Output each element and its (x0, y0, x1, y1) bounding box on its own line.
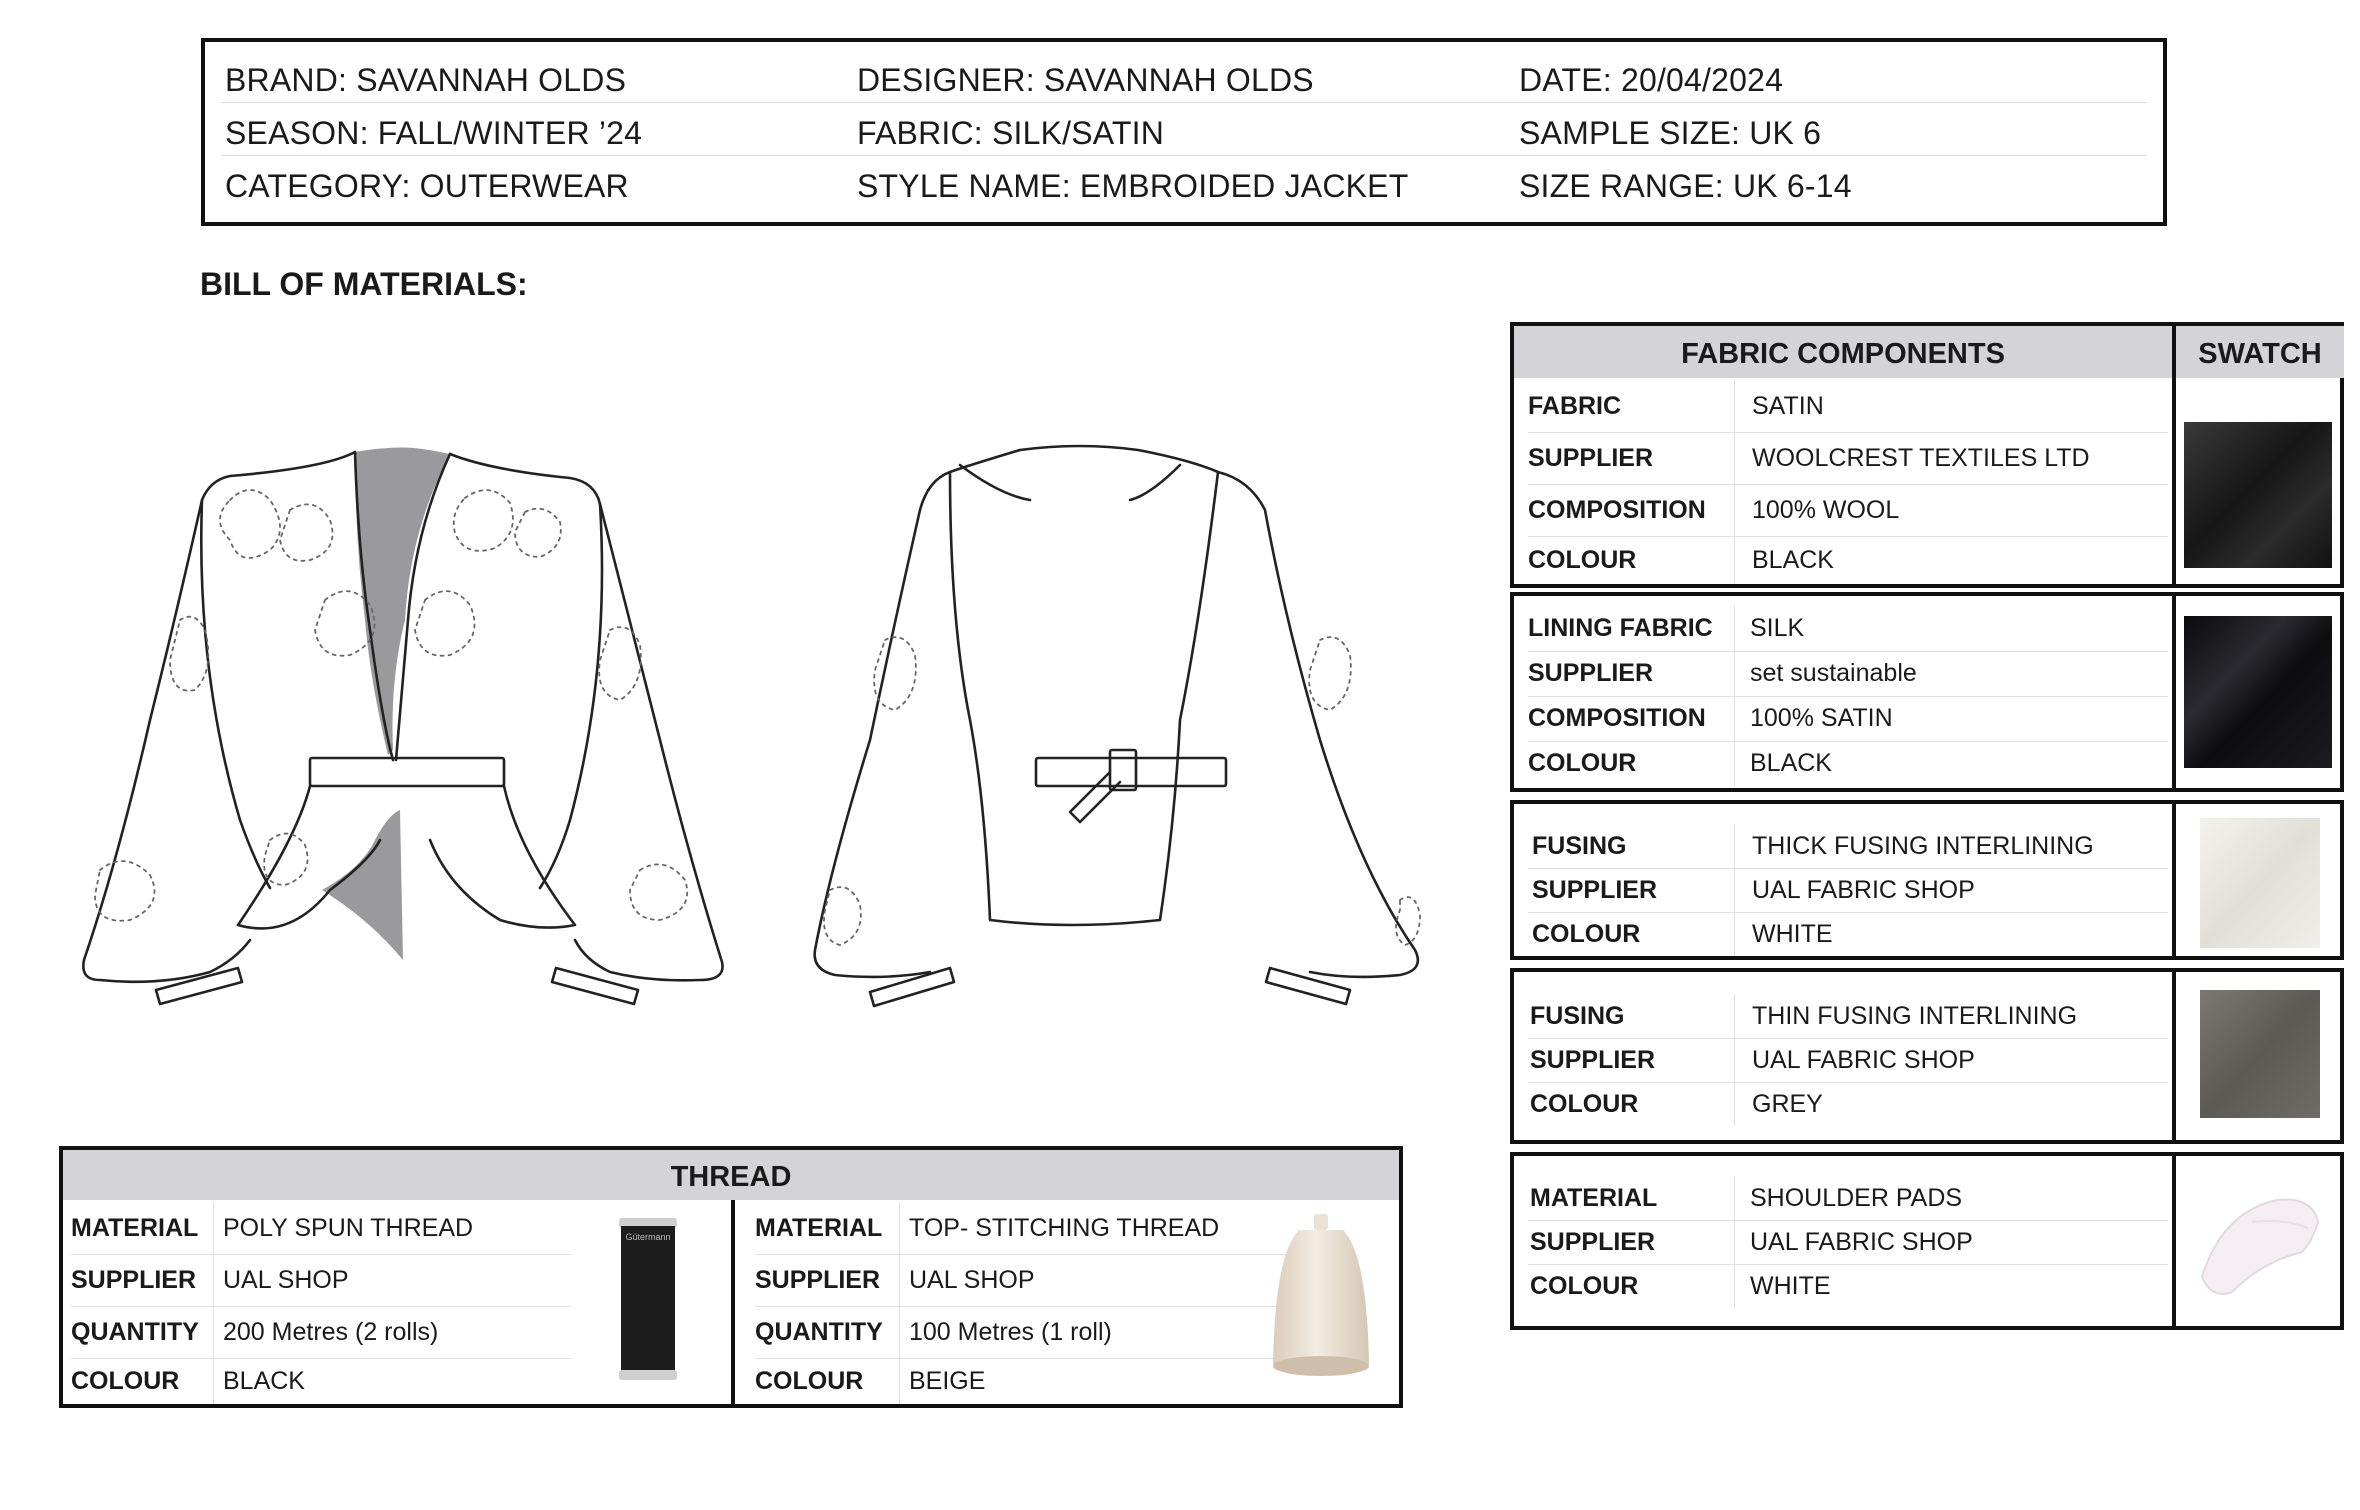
row-separator (1734, 536, 1735, 584)
front-view-sketch (83, 448, 722, 1005)
fabric-field: FABRIC: SILK/SATIN (857, 115, 1165, 151)
row-value: POLY SPUN THREAD (223, 1213, 474, 1242)
thread-row (755, 1358, 1315, 1404)
row-label: MATERIAL (755, 1213, 883, 1242)
bom-row (1528, 484, 2168, 537)
row-separator (1734, 1176, 1735, 1220)
spool-brand-label: Gütermann (625, 1232, 671, 1242)
row-value: THICK FUSING INTERLINING (1752, 831, 2094, 860)
row-separator (1734, 696, 1735, 741)
season-field: SEASON: FALL/WINTER ’24 (225, 115, 643, 151)
row-value: BEIGE (909, 1366, 986, 1395)
row-label: MATERIAL (71, 1213, 199, 1242)
date-field: DATE: 20/04/2024 (1519, 62, 1784, 98)
sample-size-field: SAMPLE SIZE: UK 6 (1519, 115, 1822, 151)
row-label: SUPPLIER (1532, 875, 1658, 904)
swatch-divider (2172, 326, 2176, 584)
row-value: TOP- STITCHING THREAD (909, 1213, 1220, 1242)
row-label: SUPPLIER (1528, 659, 1654, 687)
bom-row (1528, 1264, 2168, 1308)
brand-field: BRAND: SAVANNAH OLDS (225, 62, 627, 98)
row-label: SUPPLIER (755, 1265, 881, 1294)
row-separator (1734, 484, 1735, 536)
row-value: SATIN (1752, 391, 1824, 420)
thread-row (71, 1306, 571, 1359)
row-separator (1734, 824, 1735, 868)
size-range-field: SIZE RANGE: UK 6-14 (1519, 168, 1852, 204)
row-value: UAL FABRIC SHOP (1750, 1227, 1973, 1256)
black-thread-spool-image (603, 1216, 693, 1384)
header-row-3 (221, 156, 2147, 208)
fabric-components-title: FABRIC COMPONENTS (1514, 326, 2172, 378)
bom-row (1528, 651, 2168, 697)
row-separator (899, 1202, 900, 1254)
header-row-1 (221, 50, 2147, 103)
row-label: LINING FABRIC (1528, 614, 1713, 642)
row-value: UAL SHOP (909, 1265, 1035, 1294)
row-label: COLOUR (71, 1366, 180, 1395)
row-separator (1734, 741, 1735, 786)
row-value: set sustainable (1750, 659, 1917, 687)
row-label: SUPPLIER (1528, 443, 1654, 472)
row-separator (899, 1358, 900, 1404)
row-separator (1734, 912, 1735, 956)
row-label: FABRIC (1528, 391, 1622, 420)
swatch-divider (2172, 972, 2176, 1140)
silk-swatch (2184, 616, 2332, 768)
bom-row (1528, 912, 2168, 956)
row-label: COLOUR (1532, 919, 1641, 948)
thread-row (755, 1254, 1315, 1307)
row-value: SHOULDER PADS (1750, 1183, 1963, 1212)
row-label: QUANTITY (755, 1317, 883, 1346)
spec-header (201, 38, 2167, 226)
swatch-divider (2172, 1156, 2176, 1326)
row-label: COMPOSITION (1528, 704, 1706, 732)
row-label: COLOUR (1528, 749, 1637, 777)
row-value: THIN FUSING INTERLINING (1752, 1001, 2078, 1030)
thread-row (755, 1202, 1315, 1255)
bom-row (1528, 824, 2168, 869)
row-label: MATERIAL (1530, 1183, 1658, 1212)
fabric-components-group-4 (1510, 968, 2344, 1144)
row-value: SILK (1750, 614, 1805, 642)
beige-thread-cone-image (1271, 1214, 1371, 1384)
section-title: BILL OF MATERIALS: (200, 266, 528, 302)
row-separator (1734, 1038, 1735, 1082)
row-separator (1734, 994, 1735, 1038)
designer-field: DESIGNER: SAVANNAH OLDS (857, 62, 1314, 98)
row-separator (1734, 651, 1735, 696)
thread-row (755, 1306, 1315, 1359)
fabric-components-group-1 (1510, 322, 2344, 588)
bom-row (1528, 994, 2168, 1039)
row-label: SUPPLIER (71, 1265, 197, 1294)
shoulder-pad-image (2182, 1182, 2332, 1302)
fabric-components-group-3 (1510, 800, 2344, 960)
row-label: SUPPLIER (1530, 1227, 1656, 1256)
bom-row (1528, 1220, 2168, 1265)
row-value: 100% SATIN (1750, 704, 1893, 732)
row-separator (1734, 432, 1735, 484)
row-value: 100 Metres (1 roll) (909, 1317, 1112, 1346)
row-separator (1734, 606, 1735, 651)
bom-row (1528, 741, 2168, 786)
row-label: COLOUR (1530, 1089, 1639, 1118)
row-separator (213, 1358, 214, 1404)
bom-row (1528, 432, 2168, 485)
row-separator (899, 1306, 900, 1358)
style-name-field: STYLE NAME: EMBROIDED JACKET (857, 168, 1409, 204)
row-label: COMPOSITION (1528, 495, 1706, 524)
row-value: UAL FABRIC SHOP (1752, 875, 1975, 904)
row-value: 100% WOOL (1752, 495, 1900, 524)
thread-row (71, 1254, 571, 1307)
row-value: WOOLCREST TEXTILES LTD (1752, 443, 2090, 472)
row-separator (213, 1306, 214, 1358)
thread-divider (731, 1200, 735, 1404)
row-label: FUSING (1532, 831, 1627, 860)
row-value: UAL SHOP (223, 1265, 349, 1294)
jacket-flat-sketches (70, 420, 1430, 1040)
row-value: BLACK (223, 1366, 305, 1395)
thin-fusing-swatch (2200, 990, 2320, 1118)
row-separator (213, 1202, 214, 1254)
swatch-title: SWATCH (2176, 326, 2344, 378)
bom-row (1528, 696, 2168, 742)
category-field: CATEGORY: OUTERWEAR (225, 168, 629, 204)
row-label: QUANTITY (71, 1317, 199, 1346)
row-separator (1734, 1082, 1735, 1126)
row-label: COLOUR (1530, 1271, 1639, 1300)
thread-table (59, 1146, 1403, 1408)
fabric-components-group-2 (1510, 592, 2344, 792)
thick-fusing-swatch (2200, 818, 2320, 948)
bom-row (1528, 1082, 2168, 1126)
thread-row (71, 1358, 571, 1404)
swatch-divider (2172, 804, 2176, 956)
row-value: BLACK (1752, 545, 1834, 574)
header-row-2 (221, 103, 2147, 156)
bom-row (1528, 868, 2168, 913)
bom-row (1528, 1038, 2168, 1083)
thread-row (71, 1202, 571, 1255)
row-separator (1734, 868, 1735, 912)
row-value: BLACK (1750, 749, 1832, 777)
row-separator (1734, 1264, 1735, 1308)
row-label: SUPPLIER (1530, 1045, 1656, 1074)
thread-title: THREAD (63, 1150, 1399, 1200)
row-label: COLOUR (755, 1366, 864, 1395)
row-value: UAL FABRIC SHOP (1752, 1045, 1975, 1074)
row-separator (899, 1254, 900, 1306)
satin-swatch (2184, 422, 2332, 568)
row-value: WHITE (1750, 1271, 1831, 1300)
bom-row (1528, 536, 2168, 584)
swatch-divider (2172, 596, 2176, 788)
row-separator (1734, 1220, 1735, 1264)
row-value: 200 Metres (2 rolls) (223, 1317, 439, 1346)
row-label: COLOUR (1528, 545, 1637, 574)
row-separator (1734, 380, 1735, 432)
back-view-sketch (815, 446, 1420, 1006)
fabric-components-group-5 (1510, 1152, 2344, 1330)
row-value: WHITE (1752, 919, 1833, 948)
row-label: FUSING (1530, 1001, 1625, 1030)
row-value: GREY (1752, 1089, 1823, 1118)
bom-row (1528, 1176, 2168, 1221)
row-separator (213, 1254, 214, 1306)
bom-row (1528, 606, 2168, 652)
bom-row (1528, 380, 2168, 433)
